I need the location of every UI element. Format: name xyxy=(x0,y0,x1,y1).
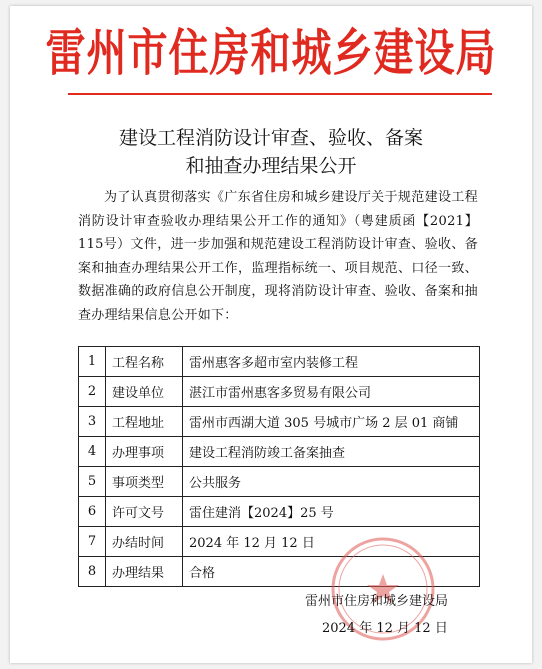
intro-paragraph: 为了认真贯彻落实《广东省住房和城乡建设厅关于规范建设工程消防设计审查验收办理结果公开工作的通知》（粤建质函【2021】115号）文件，进一步加强和规范建设工程消防设计审查、验收、备案和抽查办理结果公开工作，监理指标统一、项目规范、口径一致、数据准确的政府信息公开制度，现将消防设计审查、验收、备案和抽查办理结果信息公开如下： xyxy=(78,190,478,323)
row-label: 建设单位 xyxy=(106,377,183,407)
row-value: 合格 xyxy=(183,557,480,587)
row-number: 5 xyxy=(79,467,106,497)
row-number: 8 xyxy=(79,557,106,587)
row-label: 工程地址 xyxy=(106,407,183,437)
row-value: 湛江市雷州惠客多贸易有限公司 xyxy=(183,377,480,407)
table-row xyxy=(79,467,480,497)
row-number: 6 xyxy=(79,497,106,527)
table-row xyxy=(79,437,480,467)
signature-organization: 雷州市住房和城乡建设局 xyxy=(305,594,449,609)
row-number: 3 xyxy=(79,407,106,437)
row-value: 雷住建消【2024】25 号 xyxy=(183,497,480,527)
row-value: 公共服务 xyxy=(183,467,480,497)
row-label: 办理结果 xyxy=(106,557,183,587)
row-number: 7 xyxy=(79,527,106,557)
document-page xyxy=(10,6,532,663)
row-number: 2 xyxy=(79,377,106,407)
row-value: 建设工程消防竣工备案抽查 xyxy=(183,437,480,467)
row-value: 雷州市西湖大道 305 号城市广场 2 层 01 商铺 xyxy=(183,407,480,437)
document-title xyxy=(10,124,532,180)
title-line-1: 建设工程消防设计审查、验收、备案 xyxy=(118,127,423,149)
row-number: 4 xyxy=(79,437,106,467)
masthead-divider xyxy=(68,93,492,95)
row-label: 办结时间 xyxy=(106,527,183,557)
masthead-title: 雷州市住房和城乡建设局 xyxy=(45,23,497,83)
row-value: 2024 年 12 月 12 日 xyxy=(183,527,480,557)
row-value: 雷州惠客多超市室内装修工程 xyxy=(183,347,480,377)
table-row xyxy=(79,407,480,437)
row-number: 1 xyxy=(79,347,106,377)
row-label: 事项类型 xyxy=(106,467,183,497)
table-row xyxy=(79,347,480,377)
title-line-2: 和抽查办理结果公开 xyxy=(185,155,357,177)
table-row xyxy=(79,497,480,527)
row-label: 办理事项 xyxy=(106,437,183,467)
row-label: 许可文号 xyxy=(106,497,183,527)
signature-date: 2024 年 12 月 12 日 xyxy=(322,621,448,636)
table-row xyxy=(79,377,480,407)
row-label: 工程名称 xyxy=(106,347,183,377)
